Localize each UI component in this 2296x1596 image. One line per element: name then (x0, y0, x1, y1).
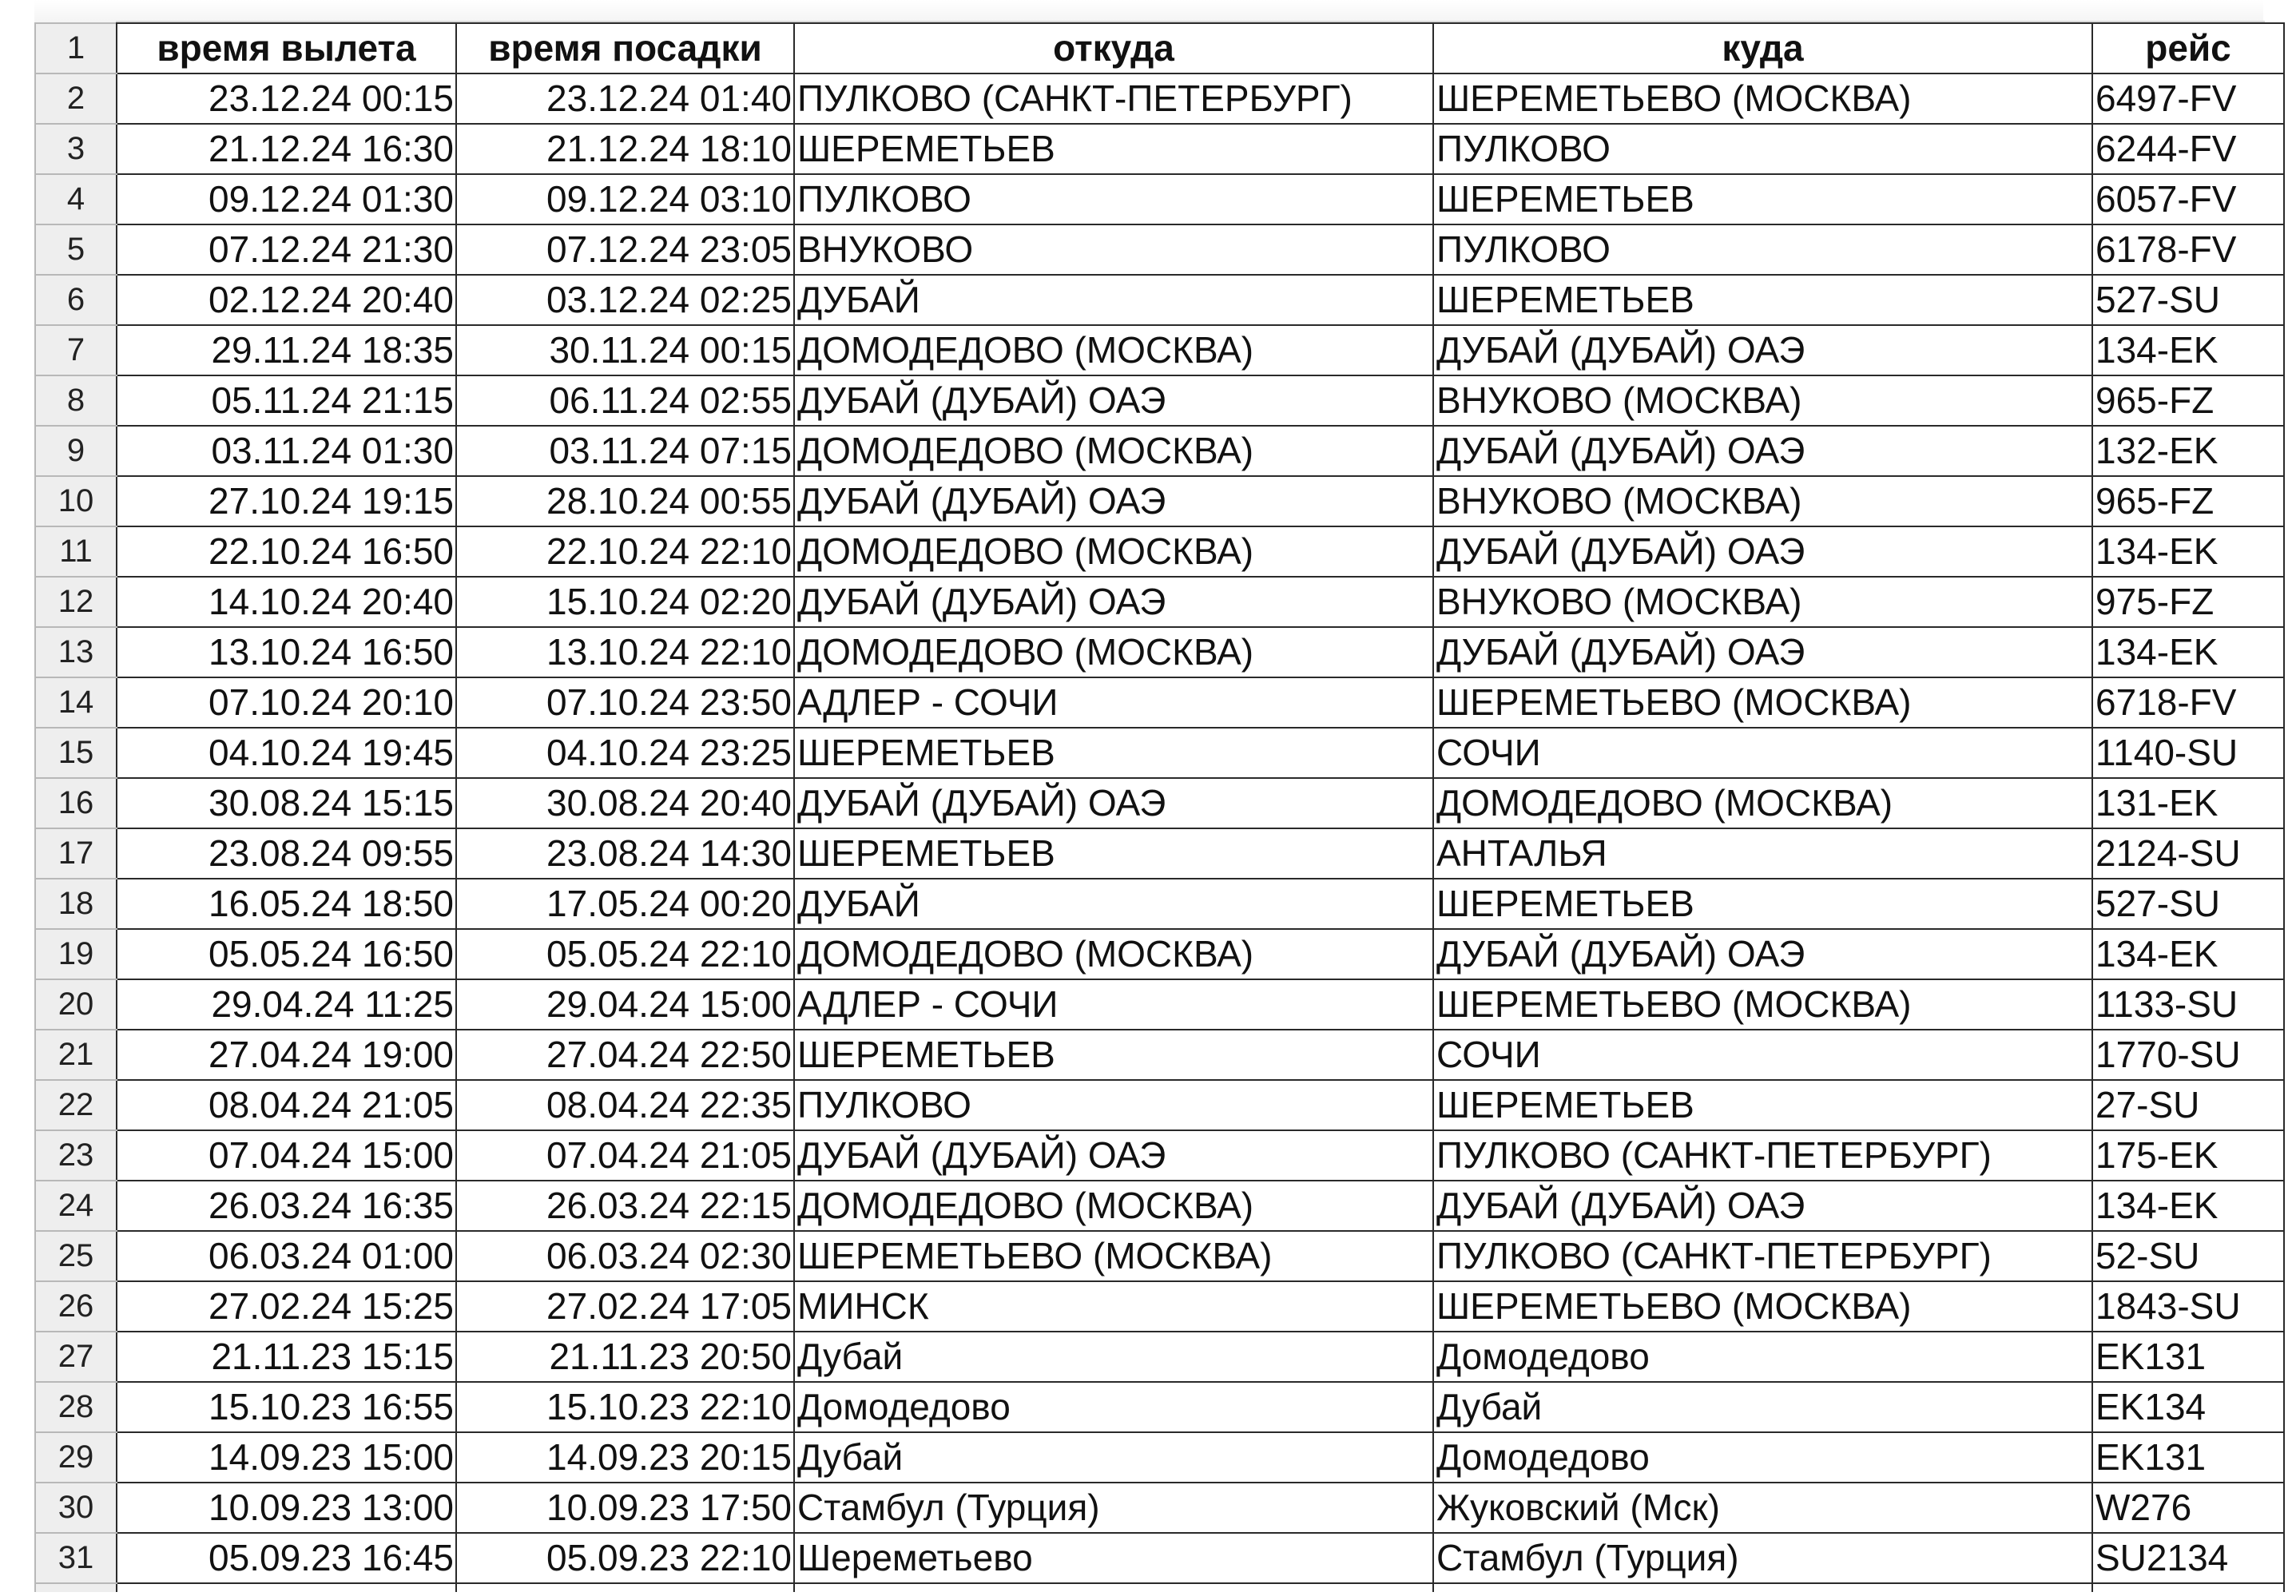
to-cell[interactable]: ШЕРЕМЕТЬЕВО (МОСКВА) (1433, 677, 2092, 728)
table-row (35, 73, 2284, 124)
arrival-time-cell[interactable]: 05.09.23 22:10 (456, 1533, 794, 1583)
to-cell[interactable]: Домодедово (1433, 1432, 2092, 1483)
departure-time-cell[interactable]: 27.04.24 19:00 (117, 1030, 456, 1080)
row-number[interactable]: 20 (35, 979, 117, 1030)
departure-time-cell[interactable]: 23.12.24 00:15 (117, 73, 456, 124)
departure-time-cell[interactable]: 26.03.24 16:35 (117, 1181, 456, 1231)
table-row (35, 325, 2284, 375)
to-cell[interactable]: ВНУКОВО (МОСКВА) (1433, 577, 2092, 627)
arrival-time-cell[interactable]: 13.10.24 22:10 (456, 627, 794, 677)
arrival-time-cell[interactable]: 07.04.24 21:05 (456, 1130, 794, 1181)
from-cell[interactable]: АДЛЕР - СОЧИ (794, 677, 1433, 728)
row-number[interactable]: 19 (35, 929, 117, 979)
table-row (35, 728, 2284, 778)
departure-time-cell[interactable]: 21.12.24 16:30 (117, 124, 456, 174)
departure-time-cell[interactable]: 02.12.24 20:40 (117, 275, 456, 325)
table-row (35, 627, 2284, 677)
arrival-time-cell[interactable]: 04.10.24 23:25 (456, 728, 794, 778)
table-row (35, 929, 2284, 979)
row-number[interactable]: 27 (35, 1332, 117, 1382)
from-cell[interactable]: ДУБАЙ (794, 275, 1433, 325)
table-row (35, 224, 2284, 275)
table-row (35, 828, 2284, 879)
header-from[interactable]: откуда (794, 23, 1433, 73)
row-number[interactable]: 26 (35, 1281, 117, 1332)
row-number[interactable]: 23 (35, 1130, 117, 1181)
departure-time-cell[interactable]: 22.10.24 16:50 (117, 526, 456, 577)
to-cell[interactable]: ВНУКОВО (МОСКВА) (1433, 375, 2092, 426)
to-cell[interactable]: ШЕРЕМЕТЬЕВО (МОСКВА) (1433, 73, 2092, 124)
flight-cell[interactable]: 1843-SU (2092, 1281, 2284, 1332)
row-number[interactable]: 5 (35, 224, 117, 275)
row-number[interactable]: 15 (35, 728, 117, 778)
arrival-time-cell[interactable]: 07.10.24 23:50 (456, 677, 794, 728)
flight-cell[interactable]: 1770-SU (2092, 1030, 2284, 1080)
flight-cell[interactable]: 6718-FV (2092, 677, 2284, 728)
departure-time-cell[interactable]: 05.09.23 16:45 (117, 1533, 456, 1583)
from-cell[interactable]: Дубай (794, 1332, 1433, 1382)
table-row (35, 1080, 2284, 1130)
row-number[interactable]: 12 (35, 577, 117, 627)
flights-spreadsheet[interactable] (34, 22, 2285, 1592)
arrival-time-cell[interactable]: 27.04.24 22:50 (456, 1030, 794, 1080)
to-cell[interactable]: ДУБАЙ (ДУБАЙ) ОАЭ (1433, 426, 2092, 476)
flight-cell[interactable]: 6497-FV (2092, 73, 2284, 124)
to-cell[interactable]: Дубай (1433, 1382, 2092, 1432)
table-row (35, 1281, 2284, 1332)
from-cell[interactable]: ДОМОДЕДОВО (МОСКВА) (794, 325, 1433, 375)
empty-cell[interactable] (1433, 1583, 2092, 1592)
empty-row-edge (35, 1583, 2284, 1592)
arrival-time-cell[interactable]: 14.09.23 20:15 (456, 1432, 794, 1483)
departure-time-cell[interactable]: 10.09.23 13:00 (117, 1483, 456, 1533)
empty-cell[interactable] (35, 1583, 117, 1592)
from-cell[interactable]: ПУЛКОВО (САНКТ-ПЕТЕРБУРГ) (794, 73, 1433, 124)
from-cell[interactable]: Стамбул (Турция) (794, 1483, 1433, 1533)
from-cell[interactable]: ШЕРЕМЕТЬЕВ (794, 1030, 1433, 1080)
departure-time-cell[interactable]: 14.10.24 20:40 (117, 577, 456, 627)
flight-cell[interactable]: 175-EK (2092, 1130, 2284, 1181)
arrival-time-cell[interactable]: 22.10.24 22:10 (456, 526, 794, 577)
departure-time-cell[interactable]: 23.08.24 09:55 (117, 828, 456, 879)
table-row (35, 778, 2284, 828)
row-number[interactable]: 2 (35, 73, 117, 124)
table-row (35, 174, 2284, 224)
flight-cell[interactable]: 6244-FV (2092, 124, 2284, 174)
from-cell[interactable]: ДОМОДЕДОВО (МОСКВА) (794, 627, 1433, 677)
row-number[interactable]: 28 (35, 1382, 117, 1432)
arrival-time-cell[interactable]: 21.12.24 18:10 (456, 124, 794, 174)
row-number[interactable]: 24 (35, 1181, 117, 1231)
from-cell[interactable]: Шереметьево (794, 1533, 1433, 1583)
departure-time-cell[interactable]: 27.10.24 19:15 (117, 476, 456, 526)
empty-cell[interactable] (456, 1583, 794, 1592)
to-cell[interactable]: ДУБАЙ (ДУБАЙ) ОАЭ (1433, 526, 2092, 577)
arrival-time-cell[interactable]: 03.11.24 07:15 (456, 426, 794, 476)
to-cell[interactable]: Стамбул (Турция) (1433, 1533, 2092, 1583)
from-cell[interactable]: ДОМОДЕДОВО (МОСКВА) (794, 426, 1433, 476)
flight-cell[interactable]: 134-EK (2092, 325, 2284, 375)
row-number[interactable]: 29 (35, 1432, 117, 1483)
row-number[interactable]: 3 (35, 124, 117, 174)
to-cell[interactable]: ПУЛКОВО (САНКТ-ПЕТЕРБУРГ) (1433, 1130, 2092, 1181)
from-cell[interactable]: ДУБАЙ (ДУБАЙ) ОАЭ (794, 778, 1433, 828)
arrival-time-cell[interactable]: 07.12.24 23:05 (456, 224, 794, 275)
arrival-time-cell[interactable]: 03.12.24 02:25 (456, 275, 794, 325)
from-cell[interactable]: ДОМОДЕДОВО (МОСКВА) (794, 929, 1433, 979)
to-cell[interactable]: Жуковский (Мск) (1433, 1483, 2092, 1533)
row-number[interactable]: 16 (35, 778, 117, 828)
flight-cell[interactable]: 975-FZ (2092, 577, 2284, 627)
table-row (35, 1382, 2284, 1432)
to-cell[interactable]: ДУБАЙ (ДУБАЙ) ОАЭ (1433, 929, 2092, 979)
flight-cell[interactable]: 1133-SU (2092, 979, 2284, 1030)
flight-cell[interactable]: EK134 (2092, 1382, 2284, 1432)
departure-time-cell[interactable]: 21.11.23 15:15 (117, 1332, 456, 1382)
to-cell[interactable]: АНТАЛЬЯ (1433, 828, 2092, 879)
from-cell[interactable]: ПУЛКОВО (794, 1080, 1433, 1130)
from-cell[interactable]: АДЛЕР - СОЧИ (794, 979, 1433, 1030)
from-cell[interactable]: ДОМОДЕДОВО (МОСКВА) (794, 526, 1433, 577)
flight-cell[interactable]: 2124-SU (2092, 828, 2284, 879)
departure-time-cell[interactable]: 07.04.24 15:00 (117, 1130, 456, 1181)
row-number[interactable]: 8 (35, 375, 117, 426)
empty-cell[interactable] (2092, 1583, 2284, 1592)
table-row (35, 1432, 2284, 1483)
table-row (35, 979, 2284, 1030)
departure-time-cell[interactable]: 06.03.24 01:00 (117, 1231, 456, 1281)
table-row (35, 1130, 2284, 1181)
row-number[interactable]: 6 (35, 275, 117, 325)
arrival-time-cell[interactable]: 30.08.24 20:40 (456, 778, 794, 828)
flight-cell[interactable]: 6057-FV (2092, 174, 2284, 224)
flight-cell[interactable]: 27-SU (2092, 1080, 2284, 1130)
to-cell[interactable]: ШЕРЕМЕТЬЕВ (1433, 275, 2092, 325)
flight-cell[interactable]: 965-FZ (2092, 476, 2284, 526)
row-number[interactable]: 31 (35, 1533, 117, 1583)
from-cell[interactable]: ПУЛКОВО (794, 174, 1433, 224)
table-row (35, 1533, 2284, 1583)
from-cell[interactable]: ДУБАЙ (ДУБАЙ) ОАЭ (794, 577, 1433, 627)
from-cell[interactable]: ШЕРЕМЕТЬЕВ (794, 828, 1433, 879)
to-cell[interactable]: ШЕРЕМЕТЬЕВ (1433, 174, 2092, 224)
from-cell[interactable]: ШЕРЕМЕТЬЕВО (МОСКВА) (794, 1231, 1433, 1281)
from-cell[interactable]: МИНСК (794, 1281, 1433, 1332)
to-cell[interactable]: ПУЛКОВО (САНКТ-ПЕТЕРБУРГ) (1433, 1231, 2092, 1281)
arrival-time-cell[interactable]: 21.11.23 20:50 (456, 1332, 794, 1382)
header-departure-time[interactable]: время вылета (117, 23, 456, 73)
table-row (35, 1483, 2284, 1533)
from-cell[interactable]: ШЕРЕМЕТЬЕВ (794, 728, 1433, 778)
arrival-time-cell[interactable]: 09.12.24 03:10 (456, 174, 794, 224)
table-row (35, 1030, 2284, 1080)
arrival-time-cell[interactable]: 06.11.24 02:55 (456, 375, 794, 426)
flight-cell[interactable]: 132-EK (2092, 426, 2284, 476)
table-row (35, 275, 2284, 325)
row-number[interactable]: 9 (35, 426, 117, 476)
departure-time-cell[interactable]: 05.11.24 21:15 (117, 375, 456, 426)
flight-cell[interactable]: 131-EK (2092, 778, 2284, 828)
to-cell[interactable]: ДУБАЙ (ДУБАЙ) ОАЭ (1433, 325, 2092, 375)
flight-cell[interactable]: 527-SU (2092, 275, 2284, 325)
departure-time-cell[interactable]: 13.10.24 16:50 (117, 627, 456, 677)
empty-cell[interactable] (794, 1583, 1433, 1592)
arrival-time-cell[interactable]: 05.05.24 22:10 (456, 929, 794, 979)
flight-cell[interactable]: 134-EK (2092, 1181, 2284, 1231)
table-row (35, 1181, 2284, 1231)
table-row (35, 526, 2284, 577)
flight-cell[interactable]: EK131 (2092, 1432, 2284, 1483)
arrival-time-cell[interactable]: 08.04.24 22:35 (456, 1080, 794, 1130)
arrival-time-cell[interactable]: 15.10.24 02:20 (456, 577, 794, 627)
row-number[interactable]: 1 (35, 23, 117, 73)
arrival-time-cell[interactable]: 15.10.23 22:10 (456, 1382, 794, 1432)
arrival-time-cell[interactable]: 30.11.24 00:15 (456, 325, 794, 375)
departure-time-cell[interactable]: 07.12.24 21:30 (117, 224, 456, 275)
arrival-time-cell[interactable]: 29.04.24 15:00 (456, 979, 794, 1030)
from-cell[interactable]: Домодедово (794, 1382, 1433, 1432)
table-row (35, 426, 2284, 476)
departure-time-cell[interactable]: 30.08.24 15:15 (117, 778, 456, 828)
header-flight[interactable]: рейс (2092, 23, 2284, 73)
departure-time-cell[interactable]: 04.10.24 19:45 (117, 728, 456, 778)
departure-time-cell[interactable]: 27.02.24 15:25 (117, 1281, 456, 1332)
table-row (35, 124, 2284, 174)
to-cell[interactable]: СОЧИ (1433, 1030, 2092, 1080)
row-number[interactable]: 18 (35, 879, 117, 929)
departure-time-cell[interactable]: 29.11.24 18:35 (117, 325, 456, 375)
flight-cell[interactable]: 134-EK (2092, 627, 2284, 677)
arrival-time-cell[interactable]: 06.03.24 02:30 (456, 1231, 794, 1281)
header-to[interactable]: куда (1433, 23, 2092, 73)
departure-time-cell[interactable]: 08.04.24 21:05 (117, 1080, 456, 1130)
flight-cell[interactable]: 1140-SU (2092, 728, 2284, 778)
flight-cell[interactable]: 134-EK (2092, 526, 2284, 577)
flight-cell[interactable]: W276 (2092, 1483, 2284, 1533)
flight-cell[interactable]: 134-EK (2092, 929, 2284, 979)
row-number[interactable]: 10 (35, 476, 117, 526)
departure-time-cell[interactable]: 29.04.24 11:25 (117, 979, 456, 1030)
to-cell[interactable]: ШЕРЕМЕТЬЕВО (МОСКВА) (1433, 979, 2092, 1030)
row-number[interactable]: 22 (35, 1080, 117, 1130)
to-cell[interactable]: СОЧИ (1433, 728, 2092, 778)
arrival-time-cell[interactable]: 26.03.24 22:15 (456, 1181, 794, 1231)
row-number[interactable]: 30 (35, 1483, 117, 1533)
to-cell[interactable]: ПУЛКОВО (1433, 224, 2092, 275)
from-cell[interactable]: ДУБАЙ (ДУБАЙ) ОАЭ (794, 476, 1433, 526)
table-row (35, 476, 2284, 526)
flight-cell[interactable]: 6178-FV (2092, 224, 2284, 275)
from-cell[interactable]: ДУБАЙ (ДУБАЙ) ОАЭ (794, 1130, 1433, 1181)
departure-time-cell[interactable]: 09.12.24 01:30 (117, 174, 456, 224)
from-cell[interactable]: ДОМОДЕДОВО (МОСКВА) (794, 1181, 1433, 1231)
arrival-time-cell[interactable]: 23.12.24 01:40 (456, 73, 794, 124)
from-cell[interactable]: ВНУКОВО (794, 224, 1433, 275)
table-row (35, 677, 2284, 728)
to-cell[interactable]: ДУБАЙ (ДУБАЙ) ОАЭ (1433, 1181, 2092, 1231)
departure-time-cell[interactable]: 15.10.23 16:55 (117, 1382, 456, 1432)
row-number[interactable]: 17 (35, 828, 117, 879)
header-row (35, 23, 2284, 73)
departure-time-cell[interactable]: 05.05.24 16:50 (117, 929, 456, 979)
to-cell[interactable]: ШЕРЕМЕТЬЕВО (МОСКВА) (1433, 1281, 2092, 1332)
row-number[interactable]: 14 (35, 677, 117, 728)
arrival-time-cell[interactable]: 23.08.24 14:30 (456, 828, 794, 879)
to-cell[interactable]: ПУЛКОВО (1433, 124, 2092, 174)
row-number[interactable]: 11 (35, 526, 117, 577)
table-row (35, 1332, 2284, 1382)
to-cell[interactable]: ШЕРЕМЕТЬЕВ (1433, 1080, 2092, 1130)
to-cell[interactable]: ДУБАЙ (ДУБАЙ) ОАЭ (1433, 627, 2092, 677)
row-number[interactable]: 25 (35, 1231, 117, 1281)
arrival-time-cell[interactable]: 10.09.23 17:50 (456, 1483, 794, 1533)
flight-cell[interactable]: SU2134 (2092, 1533, 2284, 1583)
arrival-time-cell[interactable]: 27.02.24 17:05 (456, 1281, 794, 1332)
table-row (35, 375, 2284, 426)
table-row (35, 577, 2284, 627)
from-cell[interactable]: ШЕРЕМЕТЬЕВ (794, 124, 1433, 174)
from-cell[interactable]: Дубай (794, 1432, 1433, 1483)
departure-time-cell[interactable]: 03.11.24 01:30 (117, 426, 456, 476)
arrival-time-cell[interactable]: 28.10.24 00:55 (456, 476, 794, 526)
sheet-top-edge (34, 0, 2263, 22)
from-cell[interactable]: ДУБАЙ (ДУБАЙ) ОАЭ (794, 375, 1433, 426)
departure-time-cell[interactable]: 14.09.23 15:00 (117, 1432, 456, 1483)
from-cell[interactable]: ДУБАЙ (794, 879, 1433, 929)
row-number[interactable]: 13 (35, 627, 117, 677)
flight-cell[interactable]: 965-FZ (2092, 375, 2284, 426)
to-cell[interactable]: ВНУКОВО (МОСКВА) (1433, 476, 2092, 526)
table-row (35, 1231, 2284, 1281)
to-cell[interactable]: ДОМОДЕДОВО (МОСКВА) (1433, 778, 2092, 828)
table-row (35, 879, 2284, 929)
row-number[interactable]: 21 (35, 1030, 117, 1080)
header-arrival-time[interactable]: время посадки (456, 23, 794, 73)
flight-cell[interactable]: 52-SU (2092, 1231, 2284, 1281)
departure-time-cell[interactable]: 07.10.24 20:10 (117, 677, 456, 728)
to-cell[interactable]: ШЕРЕМЕТЬЕВ (1433, 879, 2092, 929)
flight-cell[interactable]: 527-SU (2092, 879, 2284, 929)
arrival-time-cell[interactable]: 17.05.24 00:20 (456, 879, 794, 929)
flight-cell[interactable]: EK131 (2092, 1332, 2284, 1382)
departure-time-cell[interactable]: 16.05.24 18:50 (117, 879, 456, 929)
row-number[interactable]: 4 (35, 174, 117, 224)
row-number[interactable]: 7 (35, 325, 117, 375)
empty-cell[interactable] (117, 1583, 456, 1592)
to-cell[interactable]: Домодедово (1433, 1332, 2092, 1382)
